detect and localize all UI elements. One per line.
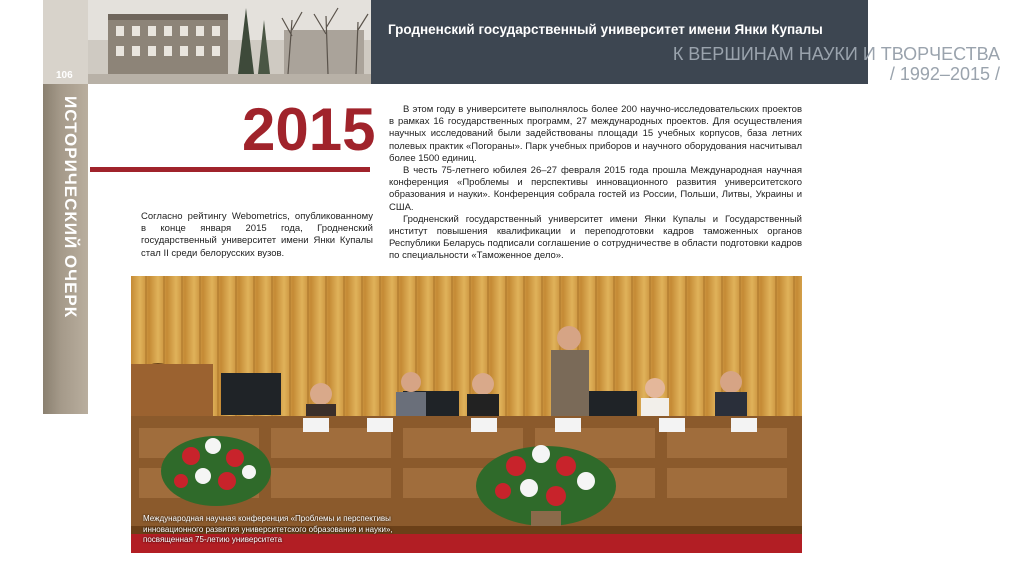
photo-caption: Международная научная конференция «Проблемы и перспективы инновационного развития университетского образования и науки», посвященная 75-летию университета [143, 514, 393, 544]
book-subtitle [673, 44, 1000, 84]
campus-photo [88, 0, 371, 84]
article-paragraph-3: Гродненский государственный университет имени Янки Купалы и Государственный институт повышения квалификации и переподготовки кадров таможенных органов Республики Беларусь подписали соглашение о сотрудничестве в области подготовки кадров по специальности «Таможенное дело». [389, 213, 802, 262]
article-paragraph-2: В честь 75-летнего юбилея 26–27 февраля 2015 года прошла Международная научная конференция «Проблемы и перспективы инновационного развития университетского образования и науки». Конференция собрала гостей из России, Польши, Литвы, Украины и США. [389, 165, 802, 213]
article-paragraph-1: В этом году в университете выполнялось более 200 научно-исследовательских проектов в рамках 16 государственных программ, 27 международных проектов. Для осуществления научных исследований были задействованы площади 15 учебных корпусов, база летних полевых практик «Погораны». Парк учебных приборов и научного оборудования насчитывал более 1500 единиц. [389, 104, 802, 164]
campus-photo-illustration [88, 0, 371, 84]
section-title-vertical: ИСТОРИЧЕСКИЙ ОЧЕРК [61, 96, 80, 319]
conference-photo-illustration [131, 276, 802, 553]
subtitle-line-2: / 1992–2015 / [889, 64, 1000, 84]
university-title: Гродненский государственный университет имени Янки Купалы [388, 22, 823, 37]
year-rule-divider [90, 167, 370, 172]
conference-photo [131, 276, 802, 553]
rating-note: Согласно рейтингу Webometrics, опубликованному в конце января 2015 года, Гродненский государственный университет имени Янки Купалы стал II среди белорусских вузов. [141, 211, 373, 259]
subtitle-line-1: К ВЕРШИНАМ НАУКИ И ТВОРЧЕСТВА [672, 44, 1000, 64]
page-number: 106 [56, 70, 73, 81]
year-heading: 2015 [242, 96, 376, 163]
article-body [389, 104, 802, 263]
